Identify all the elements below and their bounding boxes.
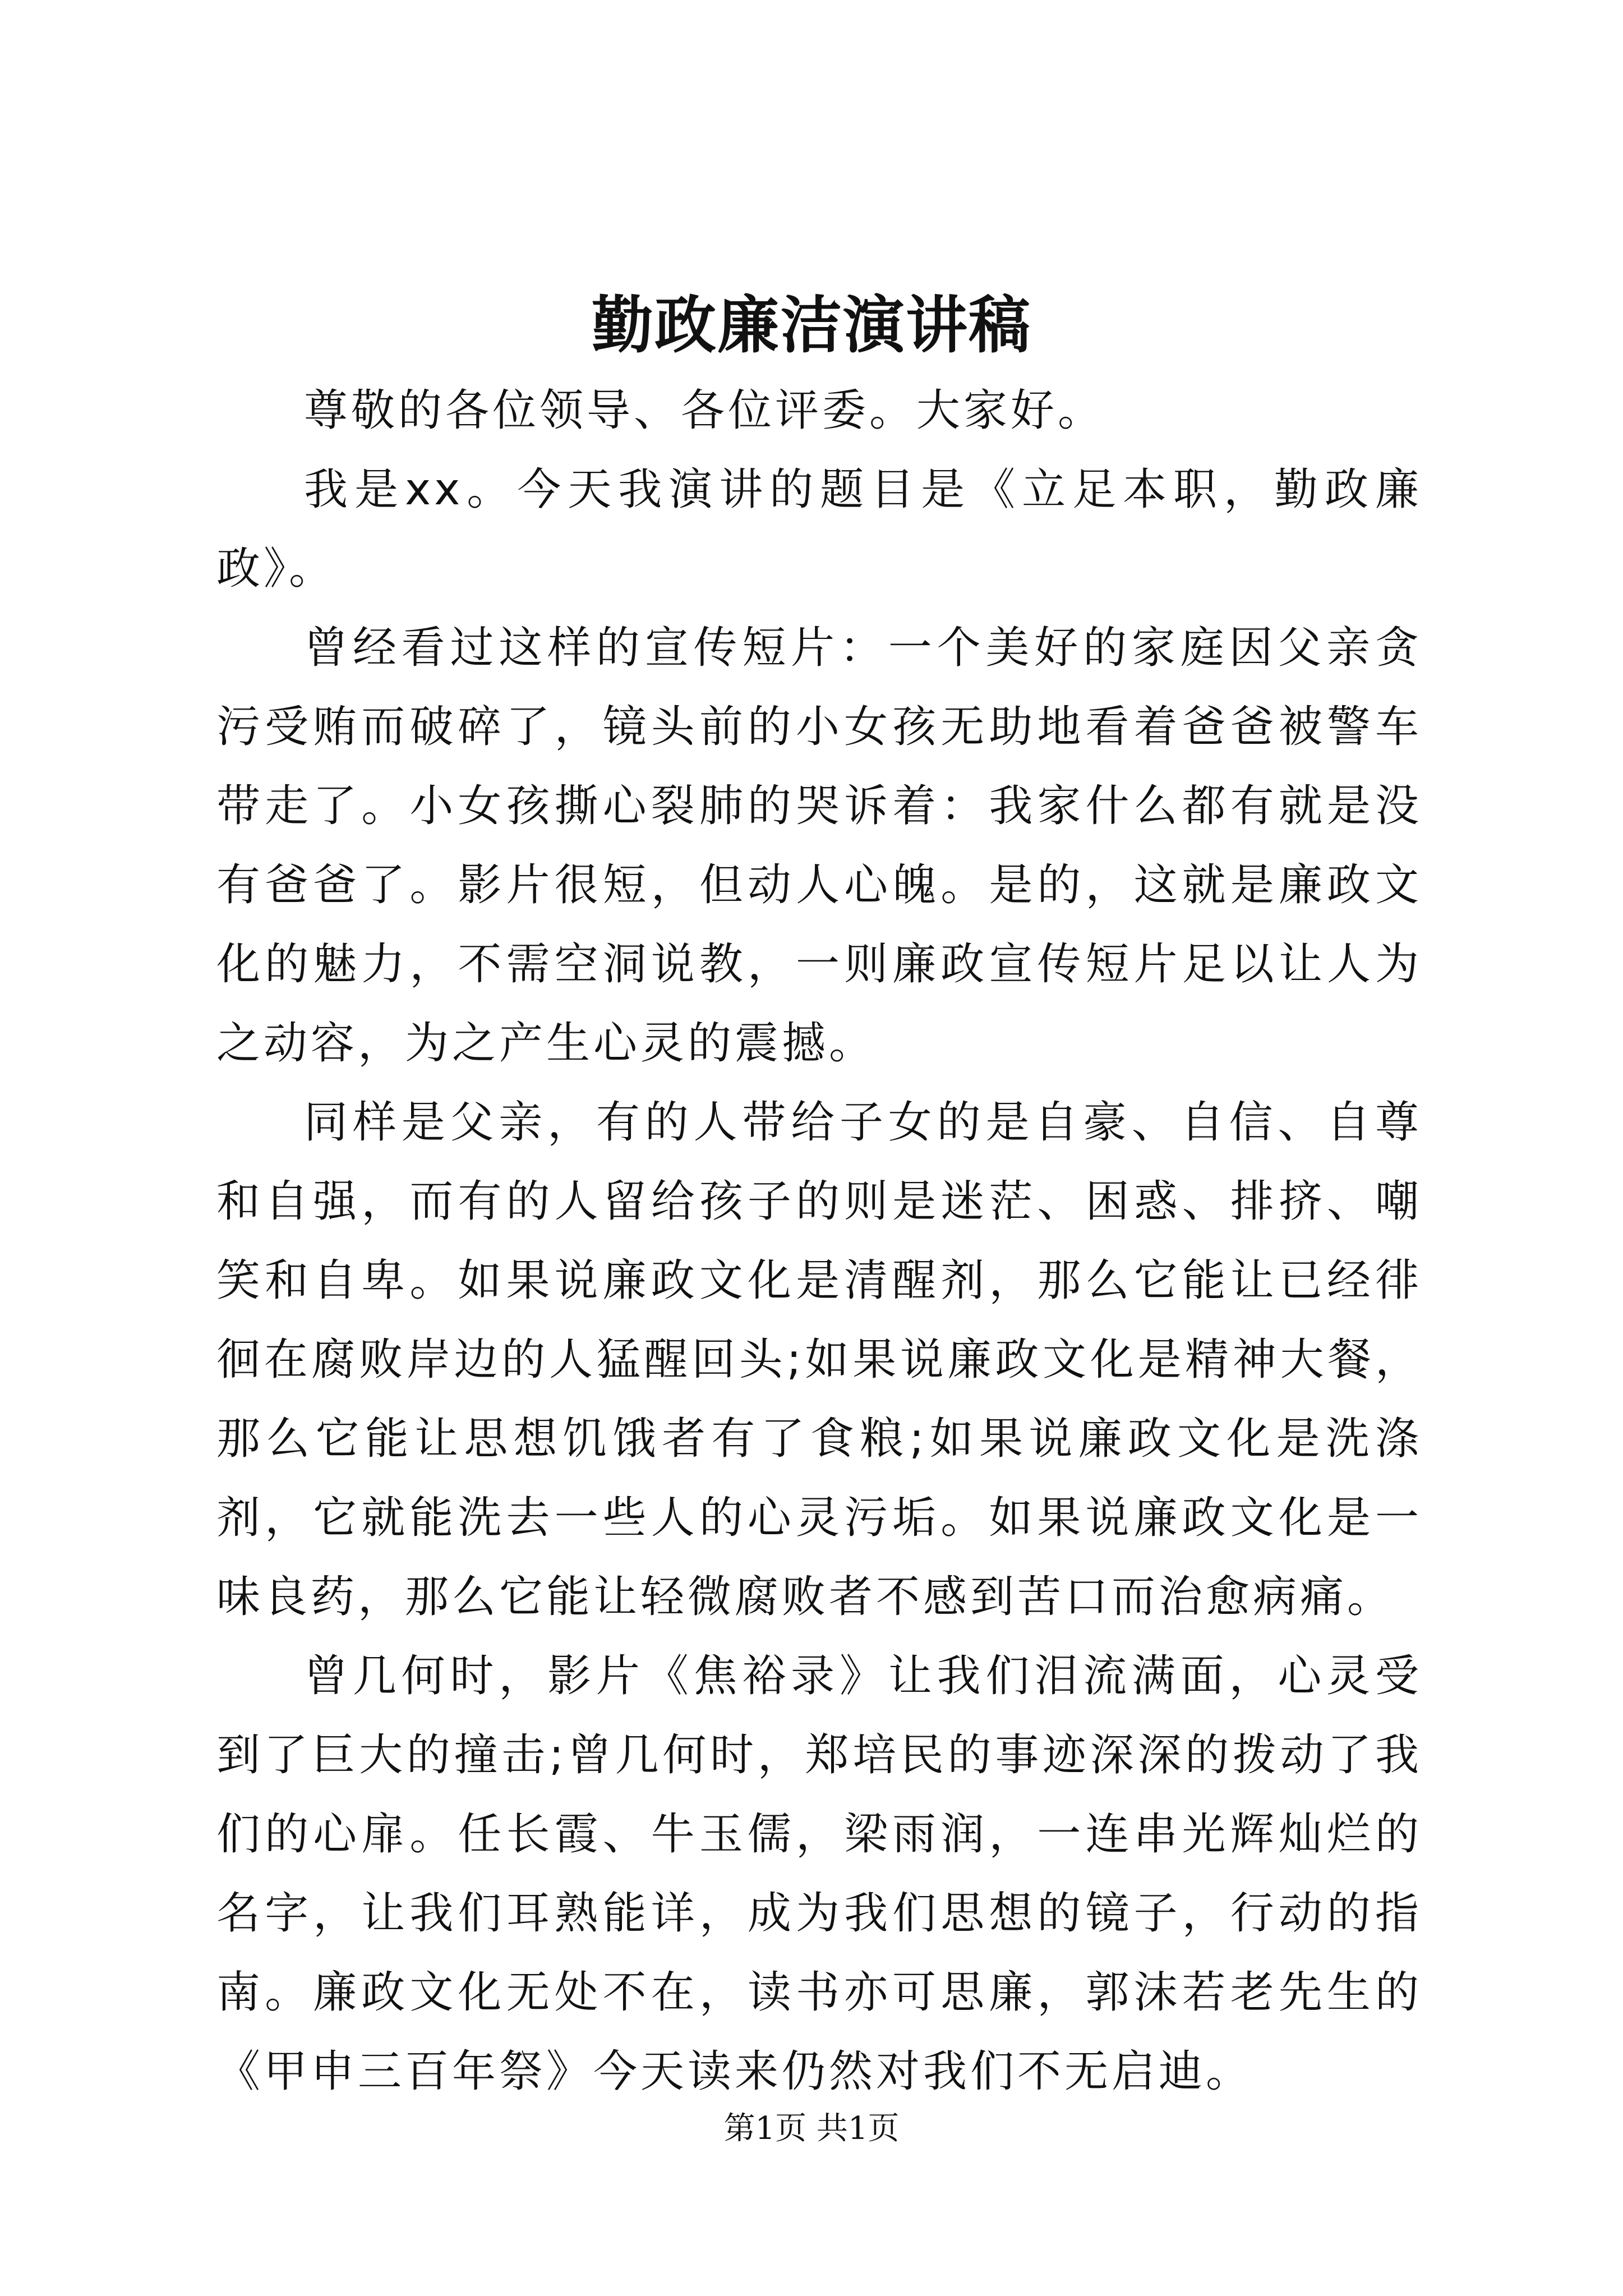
- paragraph-father: 同样是父亲，有的人带给子女的是自豪、自信、自尊和自强，而有的人留给孩子的则是迷茫、困惑、排挤、嘲笑和自卑。如果说廉政文化是清醒剂，那么它能让已经徘徊在腐败岸边的人猛醒回头;如果说廉政文化是精神大餐，那么它能让思想饥饿者有了食粮;如果说廉政文化是洗涤剂，它就能洗去一些人的心灵污垢。如果说廉政文化是一味良药，那么它能让轻微腐败者不感到苦口而治愈病痛。: [216, 1097, 1422, 1622]
- document-body: [216, 371, 1422, 2111]
- paragraph-role-models: 曾几何时，影片《焦裕录》让我们泪流满面，心灵受到了巨大的撞击;曾几何时，郑培民的事迹深深的拨动了我们的心扉。任长霞、牛玉儒，梁雨润，一连串光辉灿烂的名字，让我们耳熟能详，成为我们思想的镜子，行动的指南。廉政文化无处不在，读书亦可思廉，郭沫若老先生的《甲申三百年祭》今天读来仍然对我们不无启迪。: [216, 1651, 1422, 2097]
- paragraph-short-film: 曾经看过这样的宣传短片：一个美好的家庭因父亲贪污受贿而破碎了，镜头前的小女孩无助地看着爸爸被警车带走了。小女孩撕心裂肺的哭诉着：我家什么都有就是没有爸爸了。影片很短，但动人心魄。是的，这就是廉政文化的魅力，不需空洞说教，一则廉政宣传短片足以让人为之动容，为之产生心灵的震撼。: [216, 623, 1422, 1069]
- page-number-footer: 第1页 共1页: [723, 2110, 900, 2147]
- document-title: 勤政廉洁演讲稿: [592, 289, 1031, 361]
- paragraph-intro: 我是xx。今天我演讲的题目是《立足本职，勤政廉政》。: [216, 464, 1422, 594]
- paragraph-greeting: 尊敬的各位领导、各位评委。大家好。: [304, 385, 1105, 436]
